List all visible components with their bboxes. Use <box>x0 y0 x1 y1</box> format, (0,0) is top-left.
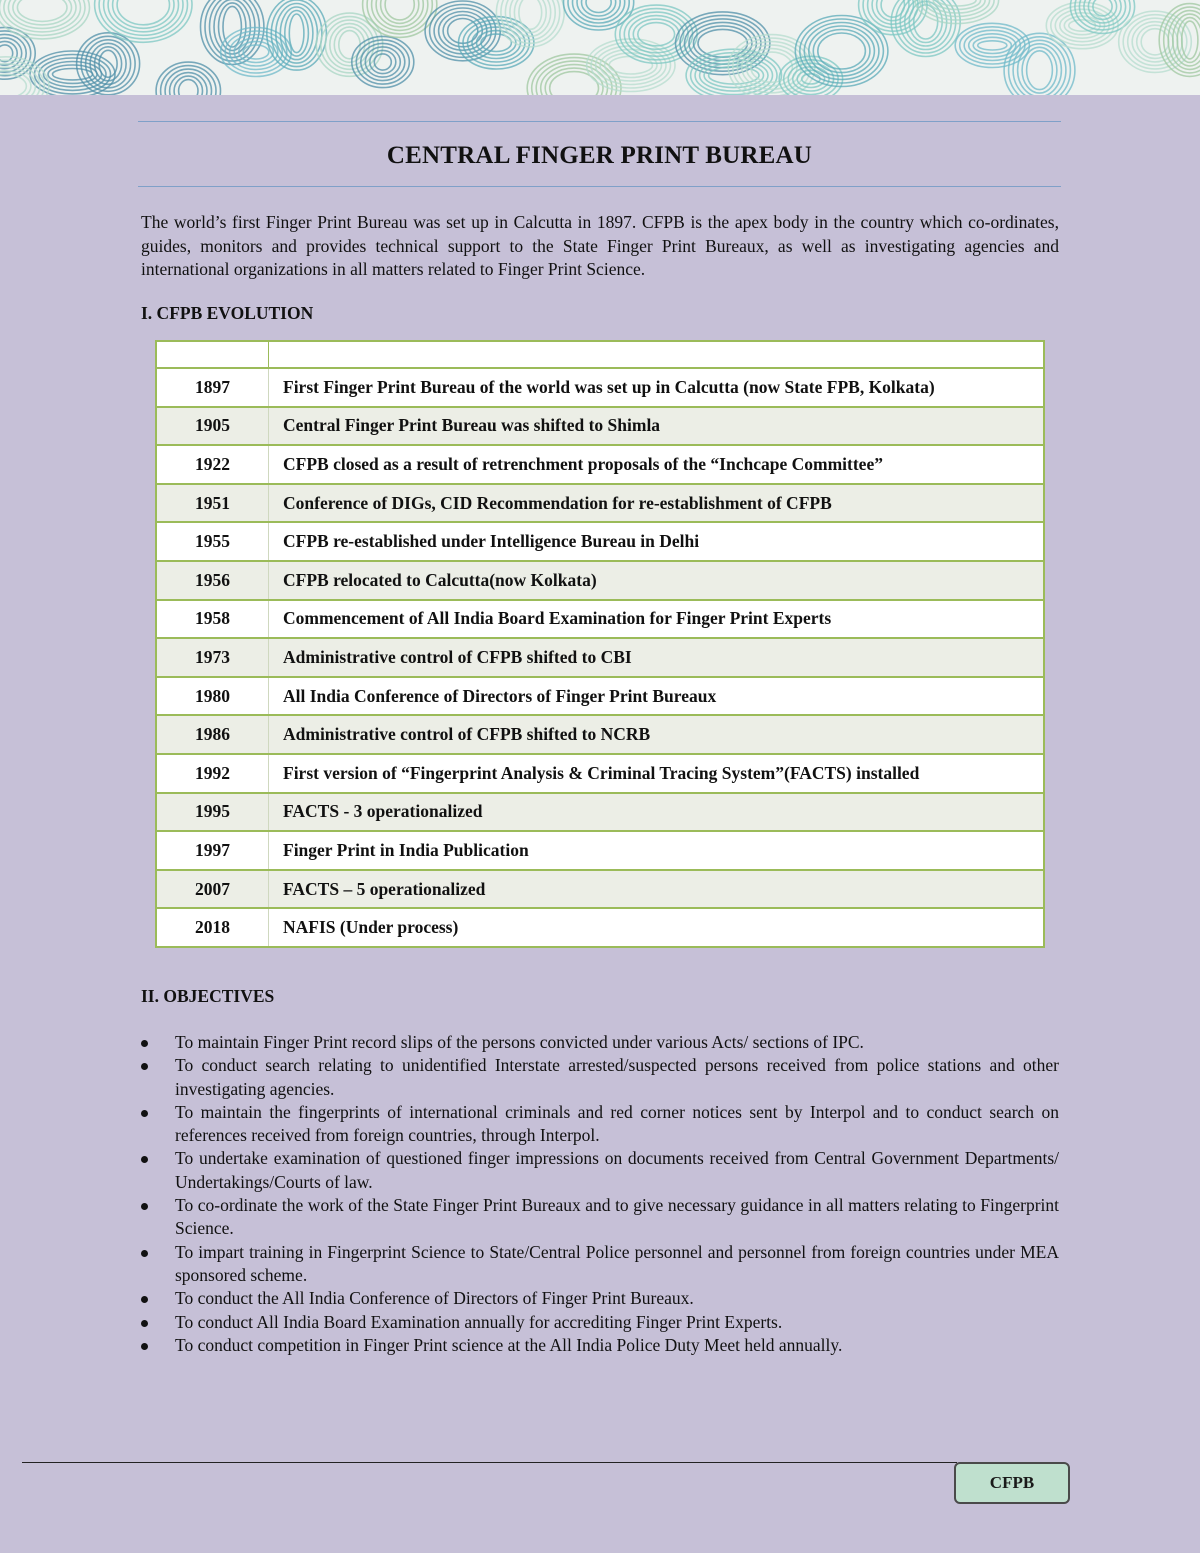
event-cell: First version of “Fingerprint Analysis & Criminal Tracing System”(FACTS) installed <box>283 762 920 783</box>
table-row <box>157 714 1043 753</box>
title-bottom-rule <box>138 186 1061 187</box>
fingerprint-swirl <box>615 5 697 63</box>
year-cell: 1955 <box>157 523 269 560</box>
list-item <box>141 1311 1059 1334</box>
list-item <box>141 1031 1059 1054</box>
objective-text: To co-ordinate the work of the State Finger Print Bureaux and to give necessary guidance in all matters relating to Fingerprint Science. <box>175 1195 1059 1239</box>
event-cell: Administrative control of CFPB shifted to NCRB <box>283 724 651 745</box>
table-row <box>157 907 1043 946</box>
footer-rule <box>22 1462 957 1463</box>
objectives-list <box>141 1031 1059 1357</box>
year-cell: 1973 <box>157 639 269 676</box>
year-cell: 1951 <box>157 485 269 522</box>
year-cell: 1956 <box>157 562 269 599</box>
list-item <box>141 1241 1059 1288</box>
fingerprint-banner <box>0 0 1200 95</box>
year-cell: 1986 <box>157 716 269 753</box>
fingerprint-swirl <box>156 62 220 95</box>
objectives-heading: II. OBJECTIVES <box>141 986 275 1006</box>
bullet-icon <box>141 1040 148 1047</box>
table-row <box>157 792 1043 831</box>
year-cell: 1997 <box>157 832 269 869</box>
table-row <box>157 676 1043 715</box>
fingerprint-pattern-icon <box>0 0 1200 95</box>
objective-text: To conduct All India Board Examination annually for accrediting Finger Print Experts. <box>175 1311 783 1332</box>
evolution-heading: I. CFPB EVOLUTION <box>141 303 314 323</box>
fingerprint-swirl <box>0 0 90 39</box>
table-row <box>157 367 1043 406</box>
table-row <box>157 830 1043 869</box>
bullet-icon <box>141 1250 148 1257</box>
year-cell: 1897 <box>157 369 269 406</box>
bullet-icon <box>141 1343 148 1350</box>
year-cell: 1958 <box>157 601 269 638</box>
list-item <box>141 1054 1059 1101</box>
table-header-row <box>157 342 1043 367</box>
year-cell: 1980 <box>157 678 269 715</box>
header-year-cell <box>157 342 269 367</box>
year-cell: 2007 <box>157 871 269 908</box>
year-cell: 1905 <box>157 408 269 445</box>
table-row <box>157 599 1043 638</box>
table-row <box>157 560 1043 599</box>
title-top-rule <box>138 121 1061 122</box>
objective-text: To impart training in Fingerprint Science to State/Central Police personnel and personnel from foreign countries under MEA sponsored scheme. <box>175 1241 1059 1285</box>
table-row <box>157 406 1043 445</box>
event-cell: Central Finger Print Bureau was shifted to Shimla <box>283 415 661 436</box>
list-item <box>141 1194 1059 1241</box>
fingerprint-swirl <box>352 36 414 87</box>
list-item <box>141 1101 1059 1148</box>
table-row <box>157 753 1043 792</box>
event-cell: CFPB relocated to Calcutta(now Kolkata) <box>283 569 597 590</box>
header-event-cell <box>269 342 1043 367</box>
event-cell: All India Conference of Directors of Finger Print Bureaux <box>283 685 717 706</box>
year-cell: 2018 <box>157 909 269 946</box>
year-cell: 1922 <box>157 446 269 483</box>
fingerprint-swirl <box>564 0 634 30</box>
table-row <box>157 637 1043 676</box>
event-cell: Administrative control of CFPB shifted to CBI <box>283 646 632 667</box>
evolution-table <box>155 340 1045 948</box>
event-cell: Finger Print in India Publication <box>283 839 529 860</box>
objective-text: To maintain the fingerprints of international criminals and red corner notices sent by Interpol and to conduct search on references received from foreign countries, through Interpol. <box>175 1101 1059 1146</box>
event-cell: CFPB re-established under Intelligence Bureau in Delhi <box>283 531 700 552</box>
table-row <box>157 869 1043 908</box>
bullet-icon <box>141 1063 148 1070</box>
event-cell: Conference of DIGs, CID Recommendation for re-establishment of CFPB <box>283 492 832 513</box>
fingerprint-swirl <box>201 0 264 65</box>
event-cell: NAFIS (Under process) <box>283 917 459 938</box>
year-cell: 1992 <box>157 755 269 792</box>
event-cell: First Finger Print Bureau of the world was set up in Calcutta (now State FPB, Kolkata) <box>283 376 935 397</box>
event-cell: Commencement of All India Board Examination for Finger Print Experts <box>283 608 832 629</box>
event-cell: CFPB closed as a result of retrenchment proposals of the “Inchcape Committee” <box>283 453 883 474</box>
year-cell: 1995 <box>157 794 269 831</box>
event-cell: FACTS - 3 operationalized <box>283 801 483 822</box>
footer-badge: CFPB <box>954 1462 1070 1504</box>
bullet-icon <box>141 1203 148 1210</box>
fingerprint-swirl <box>1159 4 1200 77</box>
event-cell: FACTS – 5 operationalized <box>283 878 486 899</box>
objective-text: To undertake examination of questioned finger impressions on documents received from Central Government Departments/ Undertakings/Courts of law. <box>175 1148 1059 1192</box>
bullet-icon <box>141 1296 148 1303</box>
list-item <box>141 1147 1059 1194</box>
objective-text: To conduct search relating to unidentified Interstate arrested/suspected persons received from police stations and other investigating agencies. <box>175 1055 1059 1099</box>
objective-text: To maintain Finger Print record slips of the persons convicted under various Acts/ sections of IPC. <box>175 1032 864 1052</box>
bullet-icon <box>141 1320 148 1327</box>
table-row <box>157 483 1043 522</box>
fingerprint-swirl <box>496 0 564 47</box>
table-row <box>157 444 1043 483</box>
objective-text: To conduct the All India Conference of Directors of Finger Print Bureaux. <box>175 1288 694 1309</box>
objective-text: To conduct competition in Finger Print science at the All India Police Duty Meet held annually. <box>175 1334 843 1355</box>
list-item <box>141 1287 1059 1310</box>
bullet-icon <box>141 1156 148 1163</box>
page-title: CENTRAL FINGER PRINT BUREAU <box>386 142 813 169</box>
list-item <box>141 1334 1059 1357</box>
fingerprint-swirl <box>77 33 140 95</box>
bullet-icon <box>141 1110 148 1117</box>
intro-paragraph: The world’s first Finger Print Bureau was set up in Calcutta in 1897. CFPB is the apex body in the country which co-ordinates, guides, monitors and provides technical support to the State Finger Print Bureaux, as well as investigating agencies and international organizations in all matters related to Finger Print Science. <box>141 212 1059 279</box>
table-row <box>157 521 1043 560</box>
fingerprint-swirl <box>1119 11 1192 72</box>
